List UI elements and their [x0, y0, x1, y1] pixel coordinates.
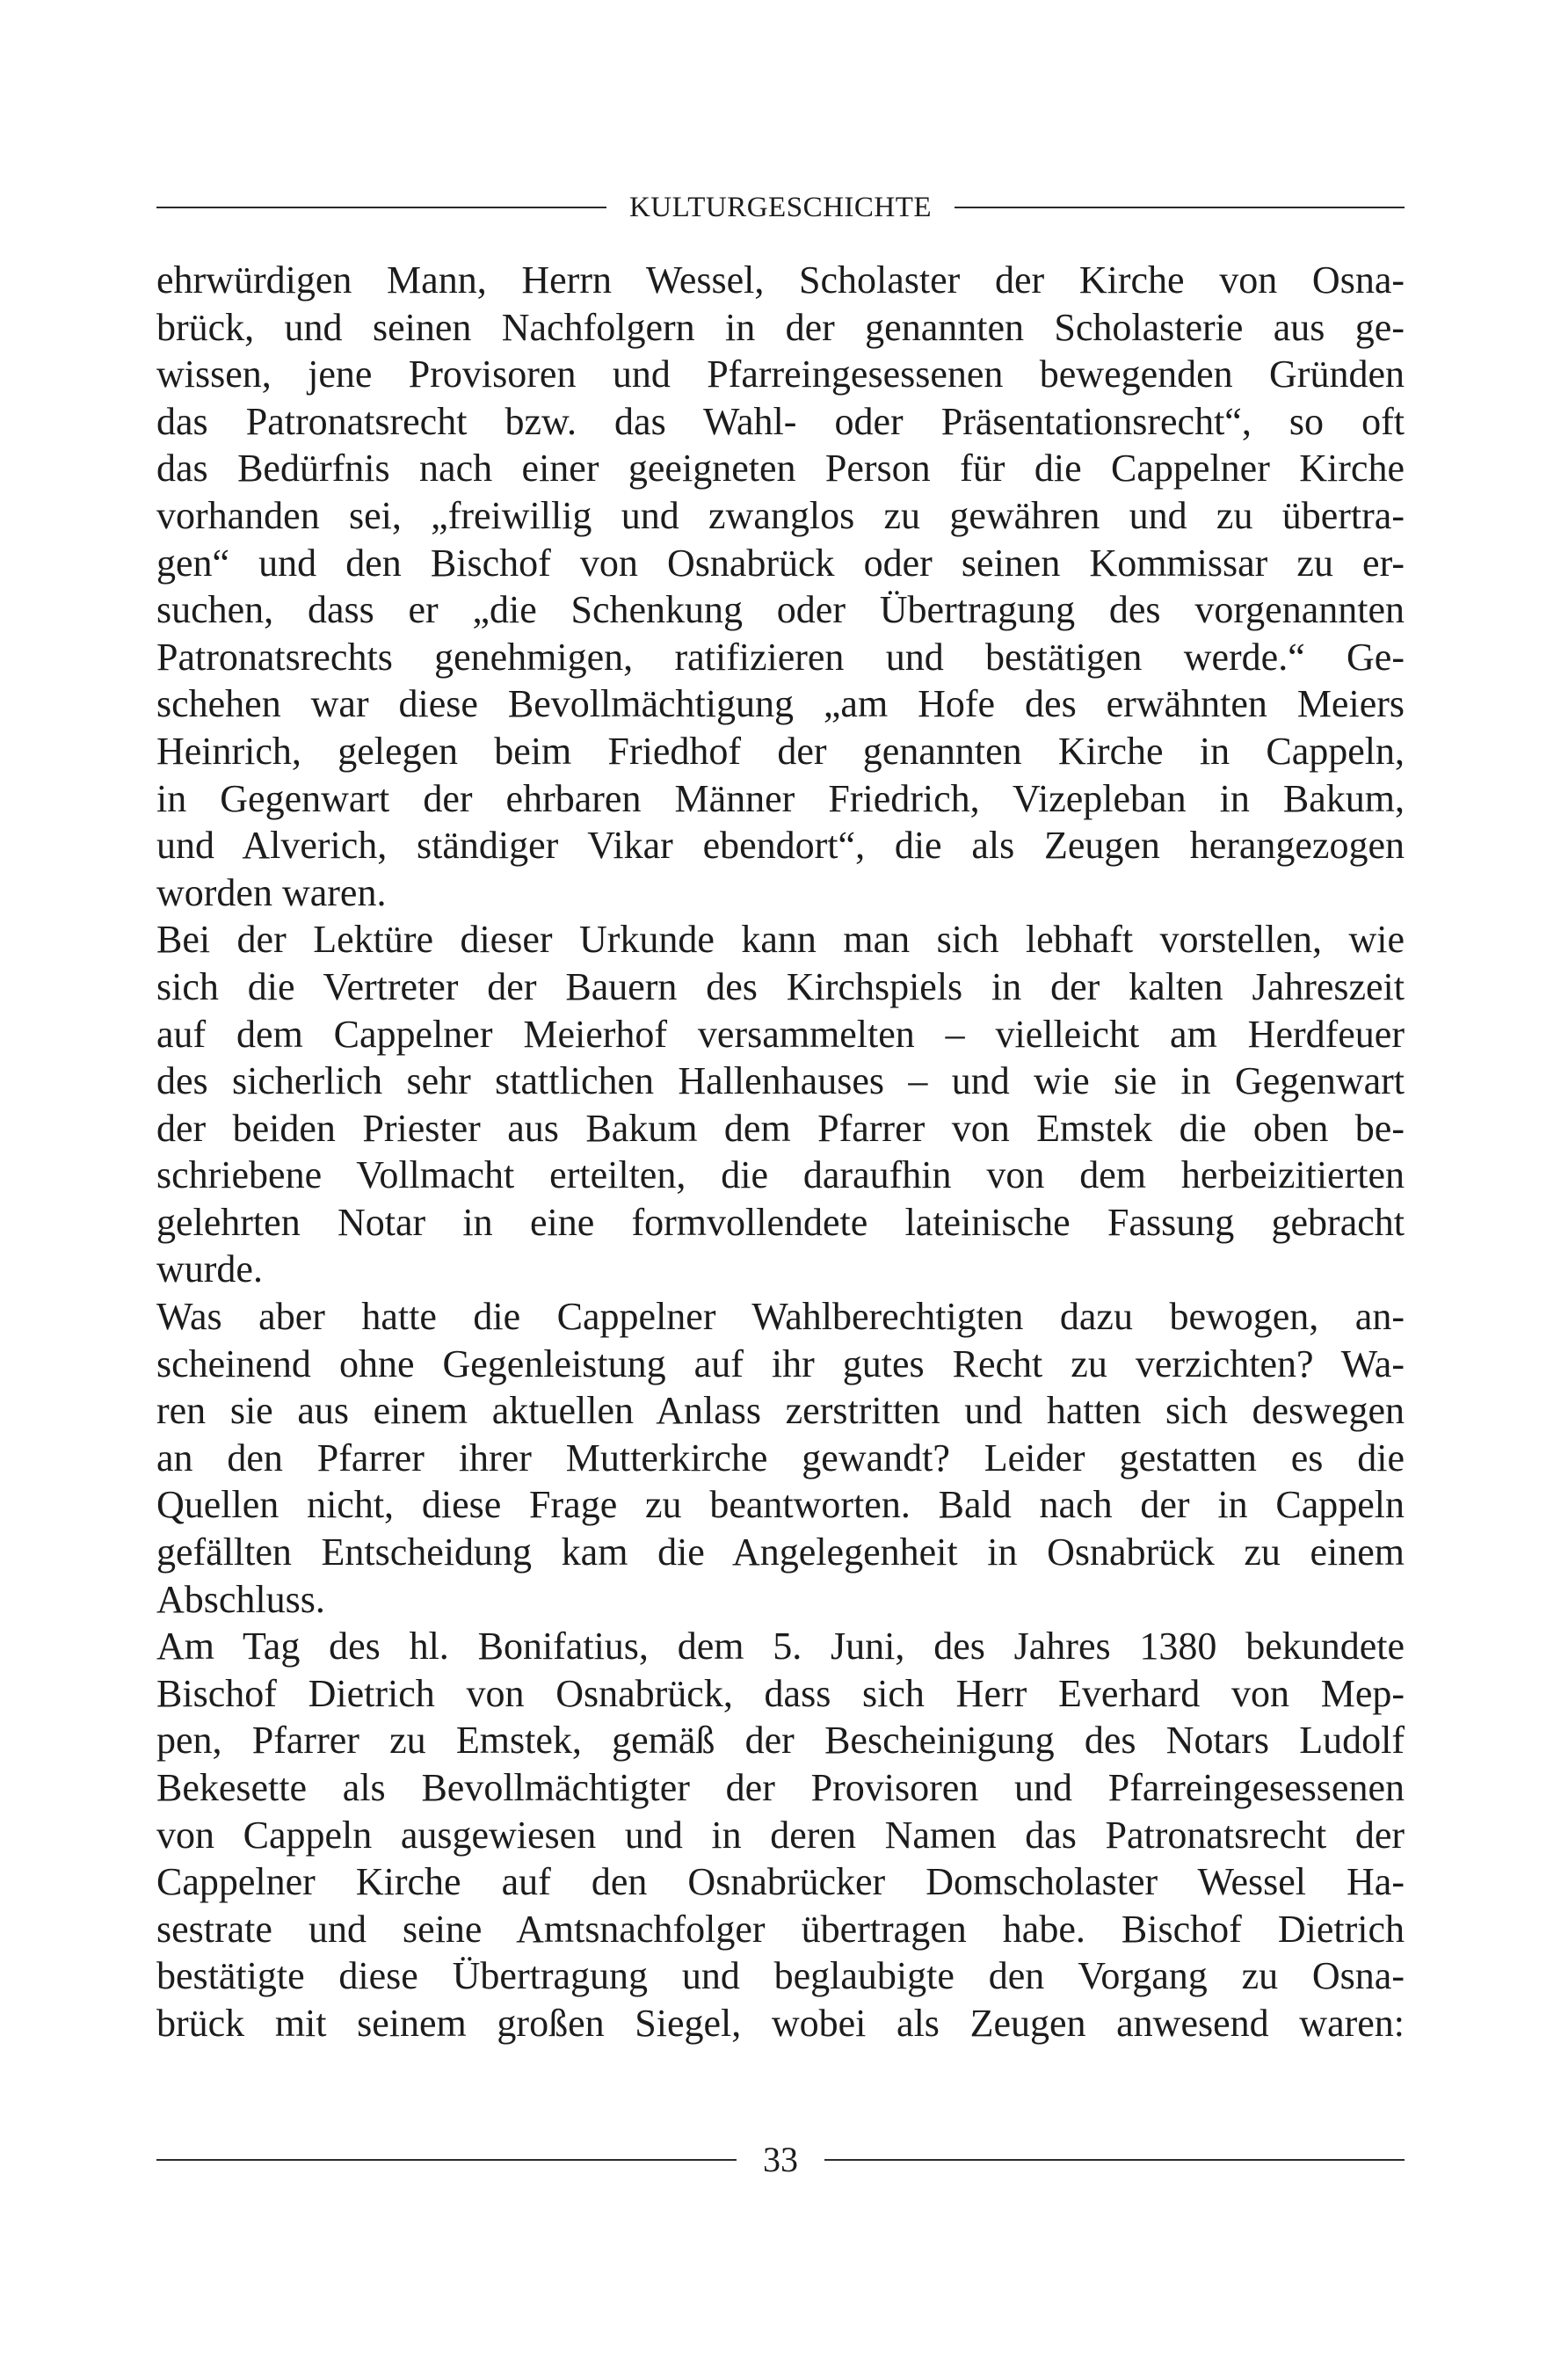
- text-line: des sicherlich sehr stattlichen Hallenhauses – und wie sie in Gegenwart: [156, 1059, 1405, 1103]
- text-line: gefällten Entscheidung kam die Angelegenheit in Osnabrück zu einem: [156, 1530, 1405, 1574]
- text-line: Patronatsrechts genehmigen, ratifizieren und bestätigen werde.“ Ge-: [156, 635, 1405, 679]
- footer-rule-left: [156, 2159, 737, 2161]
- text-line: sestrate und seine Amtsnachfolger übertragen habe. Bischof Dietrich: [156, 1907, 1405, 1951]
- text-line: gen“ und den Bischof von Osnabrück oder seinen Kommissar zu er-: [156, 541, 1405, 585]
- text-line: wurde.: [156, 1247, 263, 1291]
- paragraph: [156, 257, 1405, 916]
- text-line: Quellen nicht, diese Frage zu beantworten. Bald nach der in Cappeln: [156, 1483, 1405, 1527]
- text-line: auf dem Cappelner Meierhof versammelten – vielleicht am Herdfeuer: [156, 1012, 1405, 1056]
- text-line: worden waren.: [156, 870, 387, 914]
- text-line: suchen, dass er „die Schenkung oder Übertragung des vorgenannten: [156, 588, 1405, 632]
- text-line: sich die Vertreter der Bauern des Kirchspiels in der kalten Jahreszeit: [156, 964, 1405, 1008]
- text-line: Bischof Dietrich von Osnabrück, dass sich Herr Everhard von Mep-: [156, 1671, 1405, 1715]
- text-line: gelehrten Notar in eine formvollendete lateinische Fassung gebracht: [156, 1200, 1405, 1244]
- text-line: der beiden Priester aus Bakum dem Pfarrer von Emstek die oben be-: [156, 1106, 1405, 1150]
- page-number: 33: [763, 2140, 798, 2179]
- footer-rule-right: [824, 2159, 1405, 2161]
- text-line: brück, und seinen Nachfolgern in der genannten Scholasterie aus ge-: [156, 305, 1405, 349]
- text-line: das Patronatsrecht bzw. das Wahl- oder Präsentationsrecht“, so oft: [156, 399, 1405, 443]
- paragraph: [156, 1293, 1405, 1623]
- body-text: [156, 257, 1405, 2047]
- running-head: [156, 183, 1405, 232]
- text-line: scheinend ohne Gegenleistung auf ihr gutes Recht zu verzichten? Wa-: [156, 1341, 1405, 1385]
- text-line: Am Tag des hl. Bonifatius, dem 5. Juni, des Jahres 1380 bekundete: [156, 1625, 1405, 1668]
- text-line: an den Pfarrer ihrer Mutterkirche gewandt? Leider gestatten es die: [156, 1436, 1405, 1479]
- text-line: Was aber hatte die Cappelner Wahlberechtigten dazu bewogen, an-: [156, 1295, 1405, 1339]
- text-line: und Alverich, ständiger Vikar ebendort“, die als Zeugen herangezogen: [156, 824, 1405, 868]
- text-line: das Bedürfnis nach einer geeigneten Person für die Cappelner Kirche: [156, 447, 1405, 491]
- text-line: wissen, jene Provisoren und Pfarreingesessenen bewegenden Gründen: [156, 353, 1405, 396]
- text-line: Heinrich, gelegen beim Friedhof der genannten Kirche in Cappeln,: [156, 729, 1405, 773]
- running-head-title: KULTURGESCHICHTE: [628, 191, 933, 223]
- text-line: schehen war diese Bevollmächtigung „am Hofe des erwähnten Meiers: [156, 682, 1405, 726]
- paragraph: [156, 1623, 1405, 2046]
- text-line: vorhanden sei, „freiwillig und zwanglos zu gewähren und zu übertra-: [156, 493, 1405, 537]
- text-line: in Gegenwart der ehrbaren Männer Friedrich, Vizepleban in Bakum,: [156, 776, 1405, 820]
- text-line: pen, Pfarrer zu Emstek, gemäß der Bescheinigung des Notars Ludolf: [156, 1719, 1405, 1763]
- text-line: Abschluss.: [156, 1577, 325, 1621]
- text-line: bestätigte diese Übertragung und beglaubigte den Vorgang zu Osna-: [156, 1954, 1405, 1998]
- text-line: ehrwürdigen Mann, Herrn Wessel, Scholaster der Kirche von Osna-: [156, 258, 1405, 302]
- text-line: Bekesette als Bevollmächtigter der Provisoren und Pfarreingesessenen: [156, 1766, 1405, 1809]
- text-line: Bei der Lektüre dieser Urkunde kann man sich lebhaft vorstellen, wie: [156, 918, 1405, 962]
- text-line: von Cappeln ausgewiesen und in deren Namen das Patronatsrecht der: [156, 1813, 1405, 1857]
- running-head-rule-left: [156, 207, 606, 208]
- running-head-rule-right: [955, 207, 1405, 208]
- text-line: Cappelner Kirche auf den Osnabrücker Domscholaster Wessel Ha-: [156, 1860, 1405, 1904]
- text-line: schriebene Vollmacht erteilten, die daraufhin von dem herbeizitierten: [156, 1153, 1405, 1197]
- page-footer: [156, 2134, 1405, 2186]
- text-line: brück mit seinem großen Siegel, wobei als Zeugen anwesend waren:: [156, 2001, 1405, 2045]
- paragraph: [156, 916, 1405, 1293]
- text-line: ren sie aus einem aktuellen Anlass zerstritten und hatten sich deswegen: [156, 1389, 1405, 1433]
